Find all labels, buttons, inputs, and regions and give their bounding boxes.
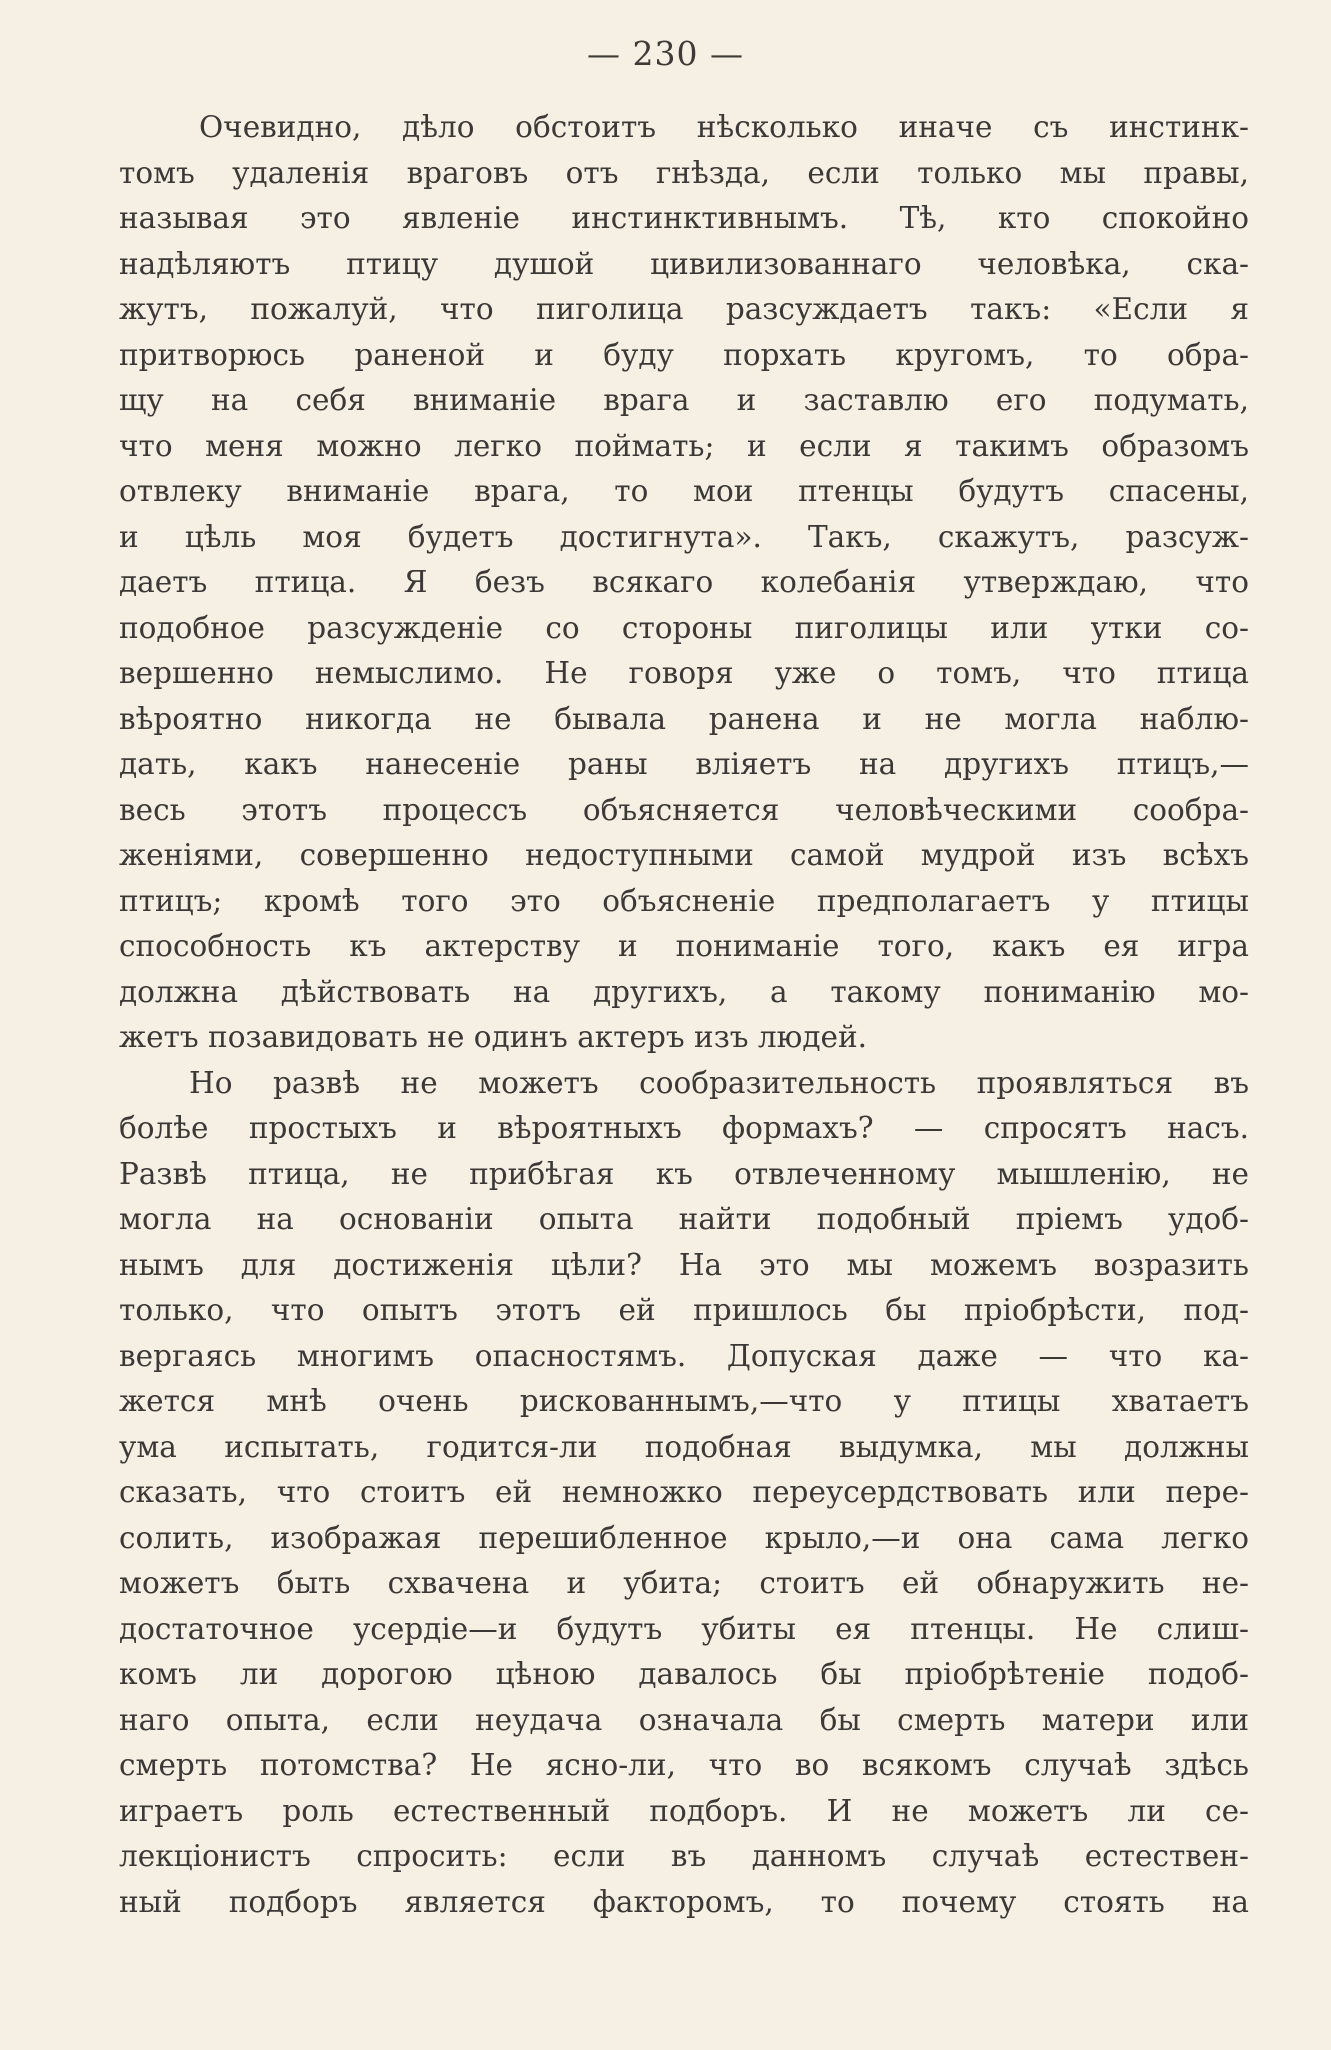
text-line: можетъ быть схвачена и убита; стоитъ ей обнаружить не- <box>119 1566 1249 1600</box>
text-line: вершенно немыслимо. Не говоря уже о томъ, что птица <box>119 656 1249 690</box>
text-line: ума испытать, годится-ли подобная выдумка, мы должны <box>119 1429 1249 1464</box>
text-line: женіями, совершенно недоступными самой мудрой изъ всѣхъ <box>119 838 1249 872</box>
text-line: дать, какъ нанесеніе раны вліяетъ на другихъ птицъ,— <box>119 747 1249 781</box>
text-line: отвлеку вниманіе врага, то мои птенцы будутъ спасены, <box>119 474 1249 508</box>
text-line: должна дѣйствовать на другихъ, а такому пониманію мо- <box>119 974 1249 1009</box>
text-line: только, что опытъ этотъ ей пришлось бы пріобрѣсти, под- <box>119 1293 1249 1327</box>
text-line: вергаясь многимъ опасностямъ. Допуская даже — что ка- <box>119 1338 1249 1373</box>
text-line: птицъ; кромѣ того это объясненіе предполагаетъ у птицы <box>119 883 1249 918</box>
text-line: надѣляютъ птицу душой цивилизованнаго человѣка, ска- <box>119 246 1249 281</box>
text-line: жется мнѣ очень рискованнымъ,—что у птицы хватаетъ <box>119 1384 1249 1418</box>
text-line: томъ удаленія враговъ отъ гнѣзда, если только мы правы, <box>119 155 1249 190</box>
page-number: — 230 — <box>587 34 744 73</box>
text-line: называя это явленіе инстинктивнымъ. Тѣ, кто спокойно <box>119 201 1249 235</box>
text-line: лекціонистъ спросить: если въ данномъ случаѣ естествен- <box>119 1839 1249 1873</box>
text-line: способность къ актерству и пониманіе того, какъ ея игра <box>119 929 1249 963</box>
text-line: сказать, что стоитъ ей немножко переусердствовать или пере- <box>119 1475 1249 1509</box>
text-line: болѣе простыхъ и вѣроятныхъ формахъ? — спросятъ насъ. <box>119 1111 1249 1145</box>
text-line: и цѣль моя будетъ достигнута». Такъ, скажутъ, разсуж- <box>119 519 1249 554</box>
text-line: комъ ли дорогою цѣною давалось бы пріобрѣтеніе подоб- <box>119 1657 1249 1691</box>
text-line: что меня можно легко поймать; и если я такимъ образомъ <box>119 428 1249 463</box>
text-line: смерть потомства? Не ясно-ли, что во всякомъ случаѣ здѣсь <box>119 1748 1249 1782</box>
text-line: весь этотъ процессъ объясняется человѣческими сообра- <box>119 792 1249 827</box>
text-line: Развѣ птица, не прибѣгая къ отвлеченному мышленію, не <box>119 1156 1249 1191</box>
text-line: вѣроятно никогда не бывала ранена и не могла наблю- <box>119 701 1249 736</box>
text-line: ный подборъ является факторомъ, то почему стоять на <box>119 1884 1249 1919</box>
text-line: солить, изображая перешибленное крыло,—и она сама легко <box>119 1520 1249 1555</box>
text-line: щу на себя вниманіе врага и заставлю его подумать, <box>119 383 1249 417</box>
text-line: могла на основаніи опыта найти подобный пріемъ удоб- <box>119 1202 1249 1236</box>
text-line: наго опыта, если неудача означала бы смерть матери или <box>119 1702 1249 1737</box>
text-line: достаточное усердіе—и будутъ убиты ея птенцы. Не слиш- <box>119 1611 1249 1646</box>
text-line: Очевидно, дѣло обстоитъ нѣсколько иначе съ инстинк- <box>199 110 1249 144</box>
text-line: нымъ для достиженія цѣли? На это мы можемъ возразить <box>119 1247 1249 1282</box>
text-line: даетъ птица. Я безъ всякаго колебанія утверждаю, что <box>119 565 1249 599</box>
text-line: подобное разсужденіе со стороны пиголицы или утки со- <box>119 610 1249 645</box>
text-line: играетъ роль естественный подборъ. И не можетъ ли се- <box>119 1793 1249 1828</box>
text-line: Но развѣ не можетъ сообразительность проявляться въ <box>189 1065 1249 1100</box>
text-line: жутъ, пожалуй, что пиголица разсуждаетъ такъ: «Если я <box>119 292 1249 326</box>
text-line: притворюсь раненой и буду порхать кругомъ, то обра- <box>119 337 1249 372</box>
text-line: жетъ позавидовать не одинъ актеръ изъ людей. <box>119 1020 868 1054</box>
